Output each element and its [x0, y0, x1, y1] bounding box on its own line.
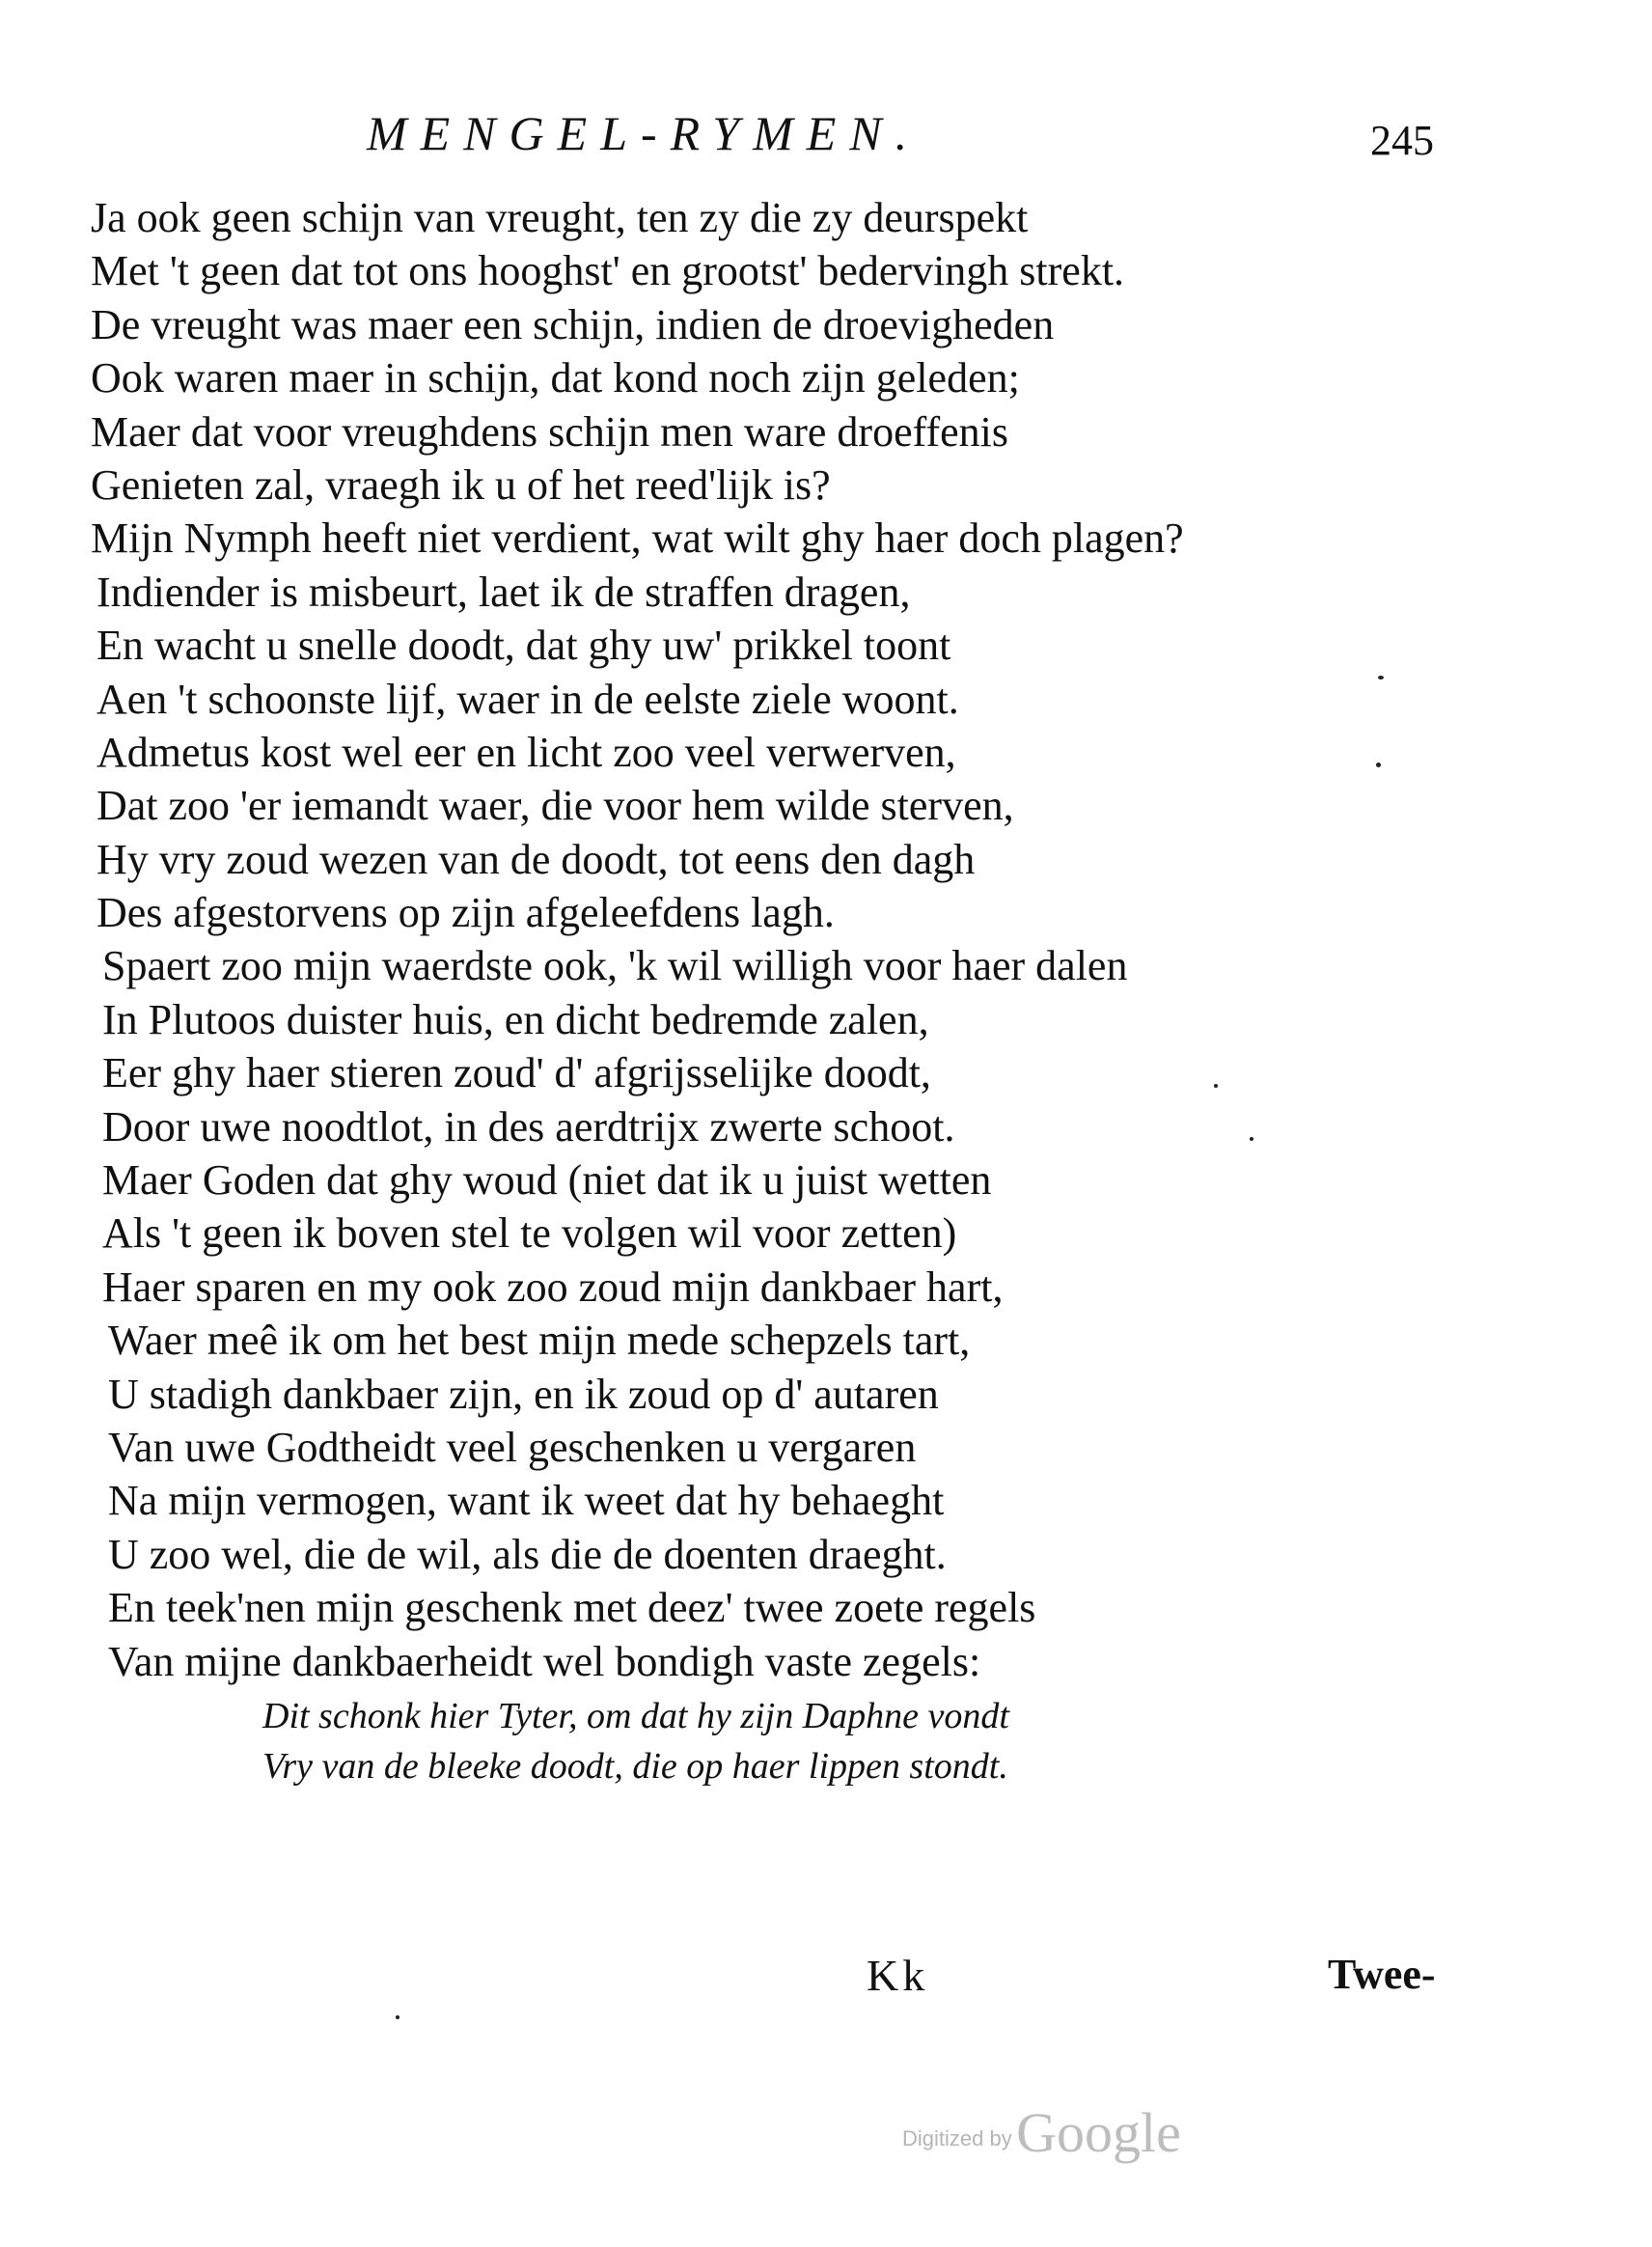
verse-line: Haer sparen en my ook zoo zoud mijn dankbaer hart, — [102, 1262, 1004, 1311]
verse-line: Spaert zoo mijn waerdste ook, 'k wil willigh voor haer dalen — [102, 942, 1128, 990]
page-number: 245 — [1370, 117, 1434, 164]
verse-block — [87, 191, 1476, 1688]
verse-line: Hy vry zoud wezen van de doodt, tot eens den dagh — [96, 835, 976, 883]
verse-line: De vreught was maer een schijn, indien de droevigheden — [91, 300, 1055, 348]
ink-speck — [1250, 1137, 1253, 1141]
verse-line: Admetus kost wel eer en licht zoo veel verwerven, — [96, 728, 956, 776]
ink-speck — [1376, 763, 1381, 767]
verse-line: Van uwe Godtheidt veel geschenken u vergaren — [108, 1423, 917, 1471]
running-head: MENGEL-RYMEN. — [367, 106, 922, 160]
verse-line: Des afgestorvens op zijn afgeleefdens lagh. — [96, 889, 835, 937]
motto-line: Vry van de bleeke doodt, die op haer lippen stondt. — [262, 1746, 1008, 1787]
verse-line: Genieten zal, vraegh ik u of het reed'lijk is? — [91, 460, 831, 509]
ink-speck — [396, 2015, 399, 2019]
verse-line: Waer meê ik om het best mijn mede schepzels tart, — [108, 1317, 971, 1365]
motto-line: Dit schonk hier Tyter, om dat hy zijn Daphne vondt — [262, 1696, 1009, 1736]
verse-line: Indiender is misbeurt, laet ik de straffen dragen, — [96, 568, 911, 616]
verse-line: Met 't geen dat tot ons hooghst' en grootst' bedervingh strekt. — [91, 247, 1125, 295]
verse-line: Van mijne dankbaerheidt wel bondigh vaste zegels: — [108, 1637, 981, 1685]
digitized-by-watermark — [902, 2100, 1181, 2165]
verse-line: Mijn Nymph heeft niet verdient, wat wilt ghy haer doch plagen? — [91, 514, 1184, 563]
verse-line: Maer Goden dat ghy woud (niet dat ik u juist wetten — [102, 1156, 992, 1205]
verse-line: Aen 't schoonste lijf, waer in de eelste ziele woont. — [96, 675, 959, 723]
signature-mark: Kk — [867, 1951, 929, 2000]
verse-line: U zoo wel, die de wil, als die de doenten draeght. — [108, 1530, 947, 1578]
ink-speck — [1214, 1084, 1218, 1088]
google-logo: Google — [1016, 2101, 1181, 2164]
verse-line: Als 't geen ik boven stel te volgen wil voor zetten) — [102, 1209, 957, 1258]
watermark-prefix: Digitized by — [902, 2126, 1012, 2150]
verse-line: Door uwe noodtlot, in des aerdtrijx zwerte schoot. — [102, 1102, 955, 1151]
verse-line: Maer dat voor vreughdens schijn men ware droeffenis — [91, 407, 1008, 456]
verse-line: En wacht u snelle doodt, dat ghy uw' prikkel toont — [96, 622, 951, 670]
verse-line: Eer ghy haer stieren zoud' d' afgrijsselijke doodt, — [102, 1049, 931, 1097]
catchword: Twee- — [1328, 1951, 1436, 1998]
verse-line: Dat zoo 'er iemandt waer, die voor hem wilde sterven, — [96, 782, 1014, 830]
verse-line: Na mijn vermogen, want ik weet dat hy behaeght — [108, 1477, 945, 1525]
verse-line: Ja ook geen schijn van vreught, ten zy die zy deurspekt — [91, 194, 1029, 241]
ink-speck — [1378, 676, 1384, 680]
verse-line: En teek'nen mijn geschenk met deez' twee zoete regels — [108, 1584, 1036, 1632]
verse-line: In Plutoos duister huis, en dicht bedremde zalen, — [102, 995, 929, 1043]
verse-line: U stadigh dankbaer zijn, en ik zoud op d' autaren — [108, 1370, 939, 1418]
motto-block — [262, 1691, 1324, 1791]
verse-line: Ook waren maer in schijn, dat kond noch zijn geleden; — [91, 354, 1020, 402]
